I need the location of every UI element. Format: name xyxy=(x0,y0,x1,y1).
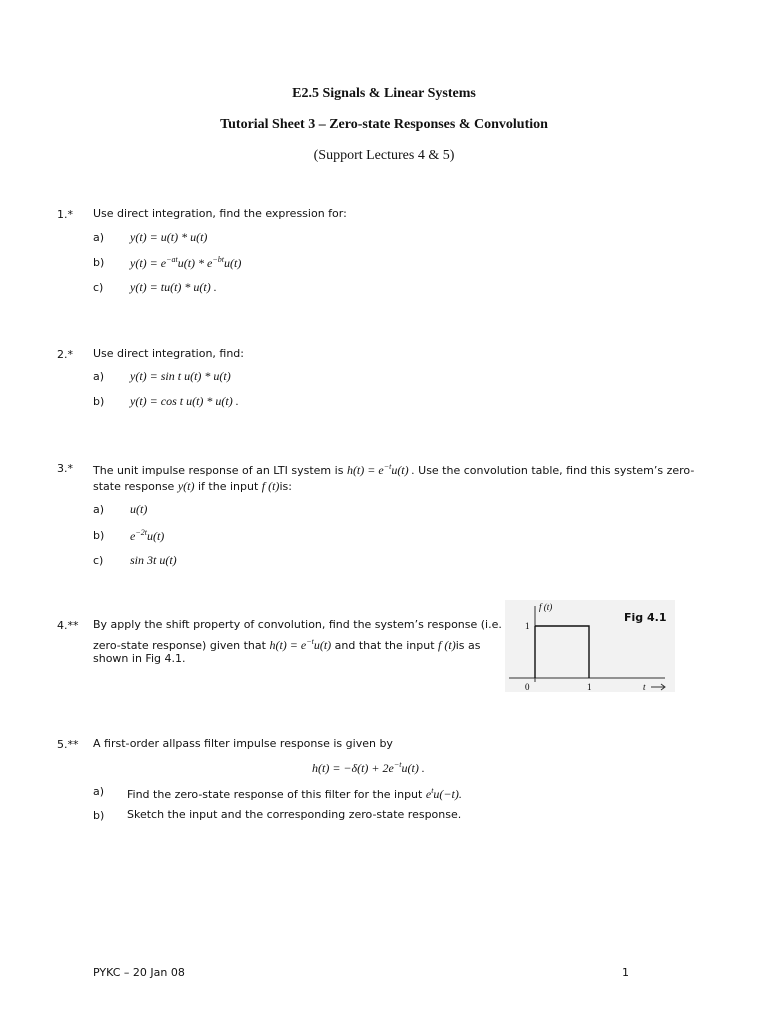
q1b-math-post: u(t) xyxy=(223,256,242,270)
q1-number: 1.* xyxy=(57,208,73,221)
fig-x0-tick: 0 xyxy=(525,682,530,692)
q2-number: 2.* xyxy=(57,348,73,361)
q5-text: A first-order allpass filter impulse response is given by xyxy=(93,737,393,750)
q3-f-math: f (t) xyxy=(261,479,280,493)
q1b-math-pre: y(t) = e xyxy=(130,256,167,270)
q3b-label: b) xyxy=(93,529,105,542)
q3b-pre: e xyxy=(130,529,136,543)
q3-line2-post: is: xyxy=(279,480,292,493)
q5a-pre: e xyxy=(425,787,432,801)
fig-y1-tick: 1 xyxy=(525,621,530,631)
q2b-label: b) xyxy=(93,395,105,408)
q3b-sup: −2t xyxy=(135,528,147,537)
q5-eq-post: u(t) . xyxy=(401,761,425,775)
q4-h-sup: −t xyxy=(306,637,314,646)
q1a-math: y(t) = u(t) * u(t) xyxy=(130,230,208,244)
q3a-label: a) xyxy=(93,503,105,516)
q1a-label: a) xyxy=(93,231,105,244)
q5a-sup: t xyxy=(431,786,434,795)
q3b-post: u(t) xyxy=(146,529,165,543)
q3-h-pre: h(t) = e xyxy=(346,463,384,477)
q5-number: 5.** xyxy=(57,738,79,751)
q2a-label: a) xyxy=(93,370,105,383)
q4-h-pre: h(t) = e xyxy=(269,638,307,652)
q3b-math xyxy=(130,528,164,544)
q3a-math: u(t) xyxy=(130,502,148,516)
fig-caption: Fig 4.1 xyxy=(624,611,667,624)
fig-xlabel: t xyxy=(643,682,646,692)
q3-h-sup: −t xyxy=(383,462,392,471)
q2b-math: y(t) = cos t u(t) * u(t) . xyxy=(130,394,239,408)
q1b-math xyxy=(130,255,241,271)
q4-number: 4.** xyxy=(57,619,79,632)
support-lectures: (Support Lectures 4 & 5) xyxy=(313,148,455,163)
q3-line2 xyxy=(93,477,292,496)
q5-eq-sup: −t xyxy=(393,760,402,769)
q4-line1: By apply the shift property of convolution, find the system’s response (i.e. xyxy=(93,618,502,631)
course-title: E2.5 Signals & Linear Systems xyxy=(292,86,476,101)
q4-line3: shown in Fig 4.1. xyxy=(93,652,186,665)
footer-author-date: PYKC – 20 Jan 08 xyxy=(93,966,185,979)
q3-y-math: y(t) xyxy=(177,479,195,493)
q3-number: 3.* xyxy=(57,462,73,475)
q4-h-math xyxy=(269,638,331,652)
q5a-label: a) xyxy=(93,785,105,798)
q3-h-post: u(t) . xyxy=(391,463,415,477)
q4-line2-post: is as xyxy=(455,639,481,652)
q3-line2-pre: state response xyxy=(93,480,175,493)
q3-line2-mid: if the input xyxy=(197,480,259,493)
q3c-math: sin 3t u(t) xyxy=(130,553,177,567)
q1b-label: b) xyxy=(93,256,105,269)
q5a-post: u(−t). xyxy=(433,787,462,801)
q4-h-post: u(t) xyxy=(313,638,332,652)
q1c-math: y(t) = tu(t) * u(t) . xyxy=(130,280,217,294)
q1b-sup1: −at xyxy=(166,255,178,264)
q4-f-math: f (t) xyxy=(438,638,456,652)
q3-line1-pre: The unit impulse response of an LTI system is xyxy=(93,464,344,477)
q4-line2-pre: zero-state response) given that xyxy=(93,639,266,652)
q5a-text xyxy=(127,782,462,804)
q3-line1-post: Use the convolution table, find this system’s zero- xyxy=(418,464,695,477)
q2a-math: y(t) = sin t u(t) * u(t) xyxy=(130,369,231,383)
q1c-label: c) xyxy=(93,281,104,294)
q2-text: Use direct integration, find: xyxy=(93,347,244,360)
q3-h-math xyxy=(347,463,415,477)
q5a-text-body: Find the zero-state response of this filter for the input xyxy=(127,788,423,801)
q3c-label: c) xyxy=(93,554,104,567)
footer-page-number: 1 xyxy=(622,966,629,979)
q1b-sup2: −bt xyxy=(212,255,224,264)
q5-eq-pre: h(t) = −δ(t) + 2e xyxy=(312,761,394,775)
sheet-title: Tutorial Sheet 3 – Zero-state Responses & Convolution xyxy=(220,117,548,132)
q5b-text: Sketch the input and the corresponding zero-state response. xyxy=(127,808,462,821)
q5b-label: b) xyxy=(93,809,105,822)
fig-x1-tick: 1 xyxy=(587,682,592,692)
q5-equation xyxy=(312,760,425,776)
q4-line2-mid: and that the input xyxy=(334,639,435,652)
q5a-math xyxy=(426,787,462,801)
q1b-math-mid: u(t) * e xyxy=(177,256,213,270)
q1-text: Use direct integration, find the expression for: xyxy=(93,207,347,220)
fig-ylabel: f (t) xyxy=(539,602,553,612)
